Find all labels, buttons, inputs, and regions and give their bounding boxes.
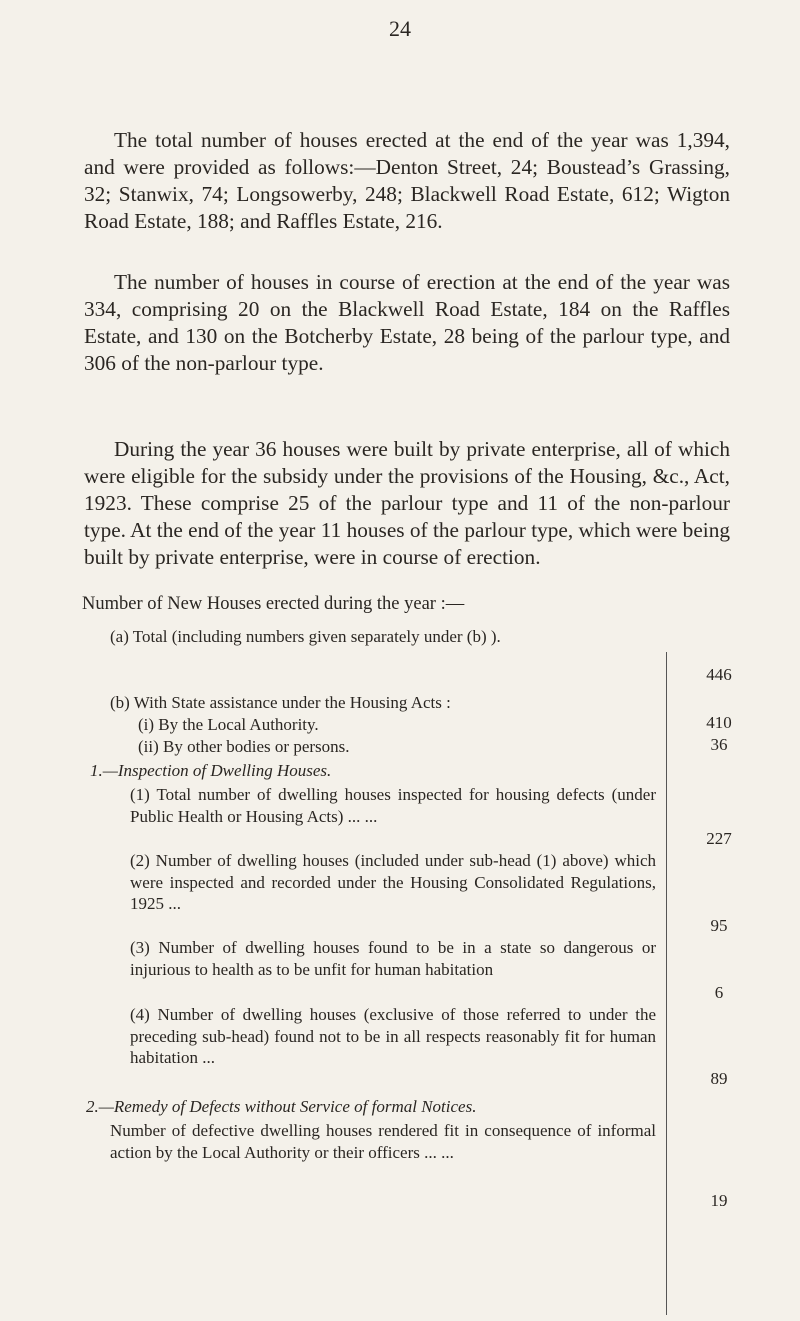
row-a-label: (a) Total (including numbers given separately under (b) ). (110, 627, 501, 646)
value-section-2: 19 (710, 1191, 728, 1210)
row-b-i-label: (i) By the Local Authority. (138, 715, 319, 734)
table-heading: Number of New Houses erected during the year :— (82, 594, 465, 614)
item-2-label: (2) Number of dwelling houses (included under sub-head (1) above) which were inspected and recorded under the Housing Consolidated Regulations, 1925 ... (130, 851, 656, 913)
item-1-label: (1) Total number of dwelling houses inspected for housing defects (under Public Health or Housing Acts) ... ... (130, 785, 656, 826)
table-divider (666, 652, 667, 1315)
section-1-title: 1.—Inspection of Dwelling Houses. (90, 761, 332, 780)
row-b-label: (b) With State assistance under the Housing Acts : (110, 693, 451, 712)
paragraph-private-enterprise: During the year 36 houses were built by private enterprise, all of which were eligible for the subsidy under the provisions of the Housing, &c., Act, 1923. These comprise 25 of the parlour type and 11 of the non-parlour type. At the end of the year 11 houses of the parlour type, which were being built by private enterprise, were in course of erection. (84, 437, 730, 569)
page-number: 24 (389, 16, 411, 41)
value-item-1: 227 (706, 829, 732, 848)
item-3-label: (3) Number of dwelling houses found to be in a state so dangerous or injurious to health as to be unfit for human habitation (130, 938, 656, 979)
section-2-title: 2.—Remedy of Defects without Service of formal Notices. (86, 1097, 477, 1116)
paragraph-houses-erected: The total number of houses erected at the end of the year was 1,394, and were provided as follows:—Denton Street, 24; Boustead’s Grassing, 32; Stanwix, 74; Longsowerby, 248; Blackwell Road Estate, 612; Wigton Road Estate, 188; and Raffles Estate, 216. (84, 128, 730, 233)
item-4-label: (4) Number of dwelling houses (exclusive of those referred to under the preceding sub-head) found not to be in all respects reasonably fit for human habitation ... (130, 1005, 656, 1067)
value-item-3: 6 (714, 983, 724, 1002)
value-item-4: 89 (710, 1069, 728, 1088)
value-b-i: 410 (706, 713, 732, 732)
value-a: 446 (706, 665, 732, 684)
value-item-2: 95 (710, 916, 728, 935)
row-b-ii-label: (ii) By other bodies or persons. (138, 737, 350, 756)
section-2-item-label: Number of defective dwelling houses rendered fit in consequence of informal action by the Local Authority or their officers ... ... (110, 1121, 656, 1162)
value-b-ii: 36 (710, 735, 728, 754)
paragraph-houses-in-erection: The number of houses in course of erection at the end of the year was 334, comprising 20 on the Blackwell Road Estate, 184 on the Raffles Estate, and 130 on the Botcherby Estate, 28 being of the parlour type, and 306 of the non-parlour type. (84, 270, 730, 375)
